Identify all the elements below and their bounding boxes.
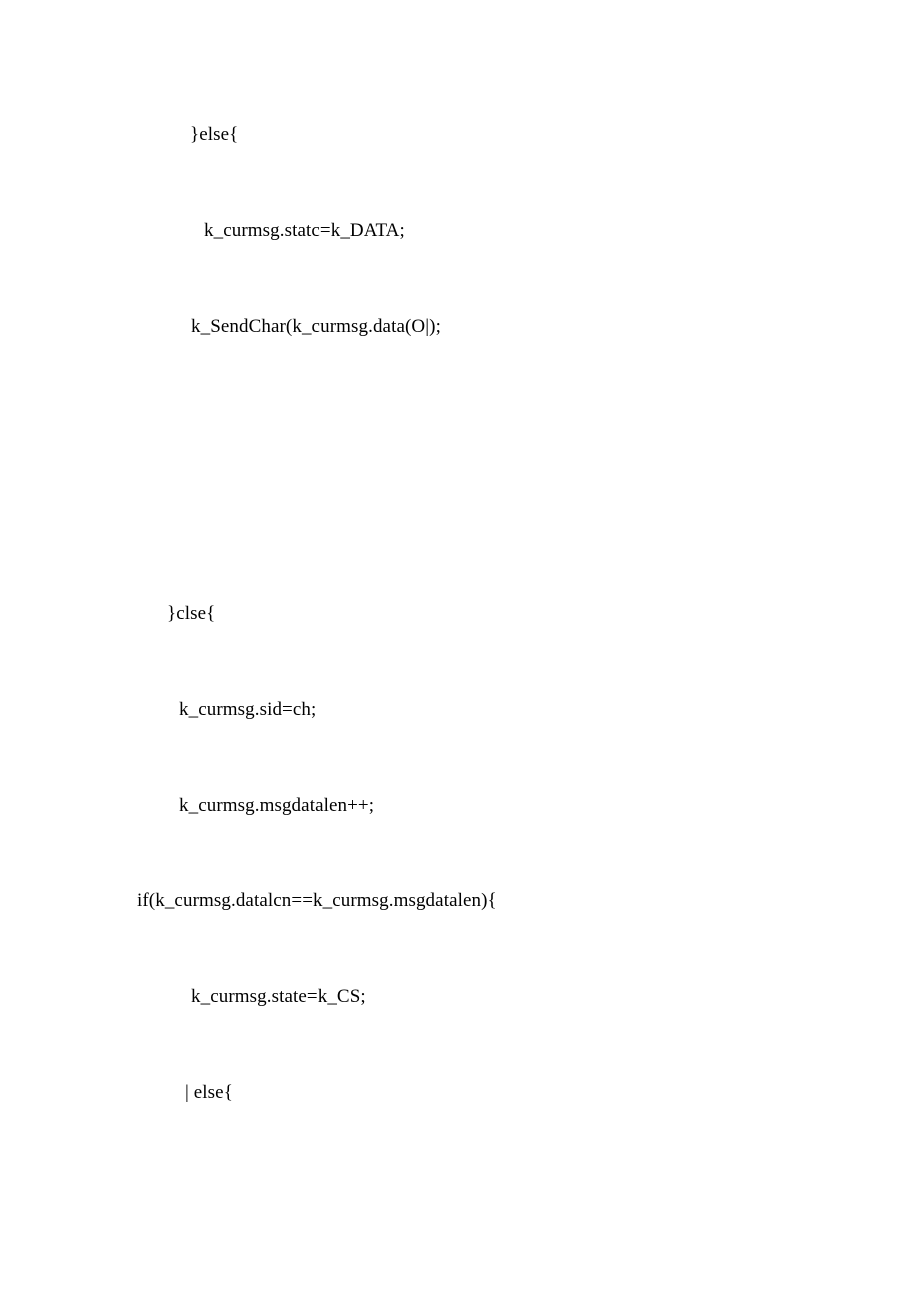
code-line-if-datalen-compare: if(k_curmsg.datalcn==k_curmsg.msgdatalen){ xyxy=(137,890,497,911)
code-line-send-char: k_SendChar(k_curmsg.data(O|); xyxy=(191,316,441,337)
code-line-msgdatalen-increment: k_curmsg.msgdatalen++; xyxy=(179,795,375,816)
code-line-else-open-outer: }clse{ xyxy=(167,603,216,624)
code-line-state-cs: k_curmsg.state=k_CS; xyxy=(191,986,366,1007)
code-line-state-data: k_curmsg.statc=k_DATA; xyxy=(204,220,405,241)
code-line-else-inner: | else{ xyxy=(185,1082,233,1103)
code-line-else-open: }else{ xyxy=(190,124,239,145)
code-line-sid-assign: k_curmsg.sid=ch; xyxy=(179,699,317,720)
